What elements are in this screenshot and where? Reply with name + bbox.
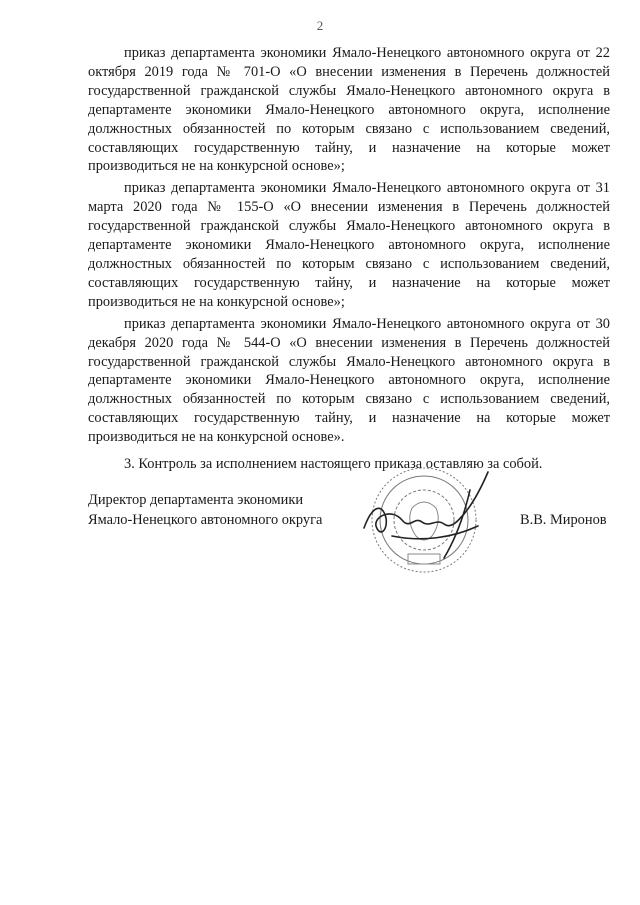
signatory-title-line2: Ямало-Ненецкого автономного округа — [88, 512, 323, 528]
document-body — [88, 44, 610, 477]
official-seal — [372, 468, 476, 572]
paragraph-order-701: приказ департамента экономики Ямало-Ненецкого автономного округа от 22 октября 2019 года № 701-О «О внесении изменения в Перечень должностей государственной гражданской службы Ямало-Ненецкого автономного округа в департаменте экономики Ямало-Ненецкого автономного округа, исполнение должностных обязанностей по которым связано с использованием сведений, составляющих государственную тайну, и назначение на которые может производиться не на конкурсной основе»; — [88, 45, 610, 175]
signatory-title — [88, 490, 322, 530]
page-number: 2 — [316, 18, 324, 33]
seal-and-signature — [352, 446, 502, 582]
paragraph-control: 3. Контроль за исполнением настоящего приказа оставляю за собой. — [124, 456, 543, 473]
paragraph-order-544: приказ департамента экономики Ямало-Ненецкого автономного округа от 30 декабря 2020 года № 544-О «О внесении изменения в Перечень должностей государственной гражданской службы Ямало-Ненецкого автономного округа в департаменте экономики Ямало-Ненецкого автономного округа, исполнение должностных обязанностей по которым связано с использованием сведений, составляющих государственную тайну, и назначение на которые может производиться не на конкурсной основе». — [88, 315, 610, 446]
signatory-title-line1: Директор департамента экономики — [88, 492, 304, 508]
paragraph-order-155: приказ департамента экономики Ямало-Ненецкого автономного округа от 31 марта 2020 года № 155-О «О внесении изменения в Перечень должностей государственной гражданской службы Ямало-Ненецкого автономного округа в департаменте экономики Ямало-Ненецкого автономного округа, исполнение должностных обязанностей по которым связано с использованием сведений, составляющих государственную тайну, и назначение на которые может производиться не на конкурсной основе»; — [88, 180, 610, 310]
handwritten-signature — [364, 472, 488, 558]
signatory-name: В.В. Миронов — [520, 512, 607, 528]
